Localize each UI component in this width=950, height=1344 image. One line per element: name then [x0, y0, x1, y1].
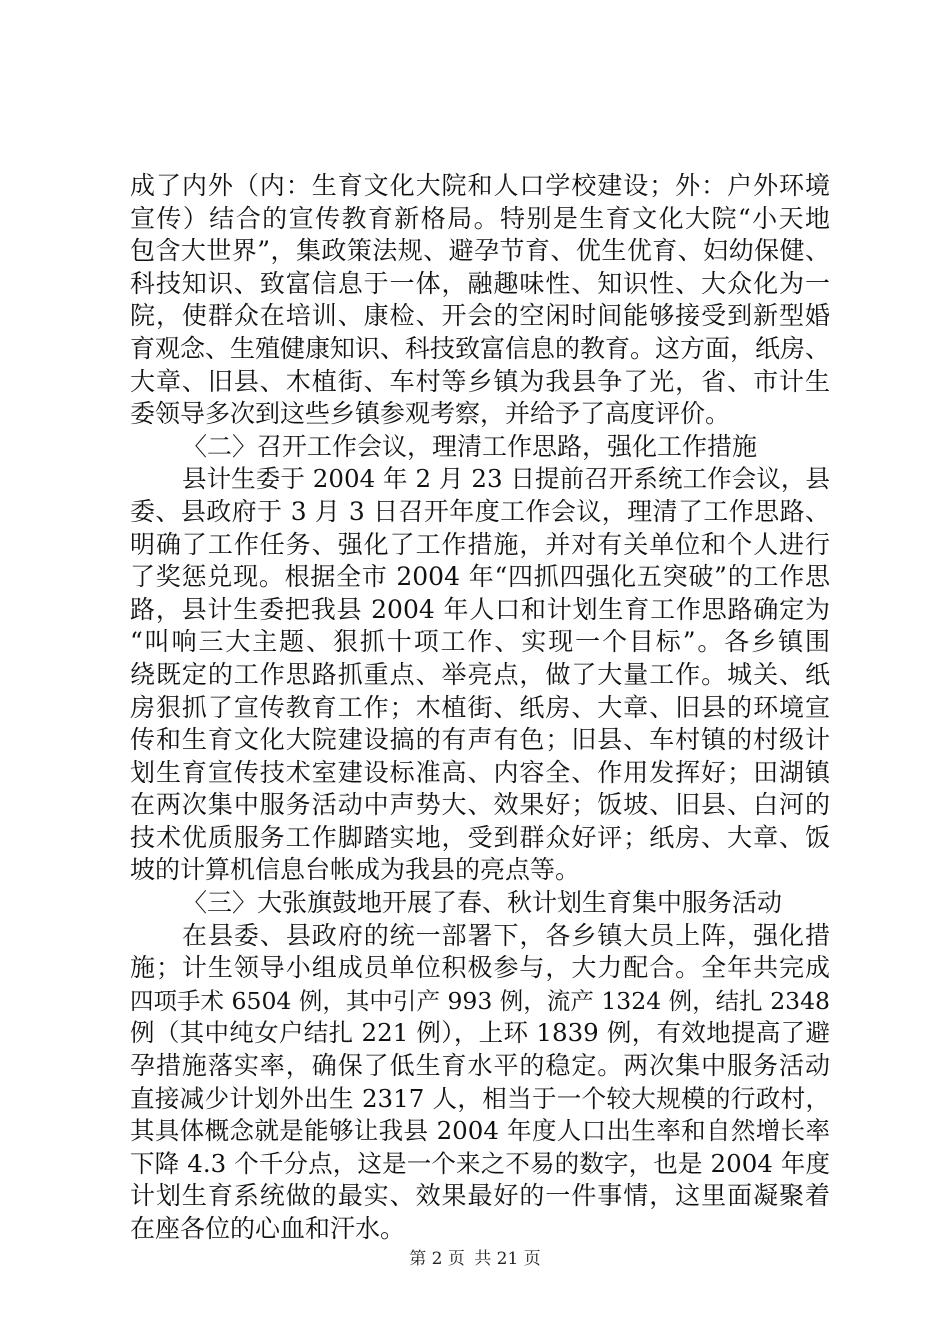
text-line: 在县委、县政府的统一部署下，各乡镇大员上阵，强化措	[182, 920, 830, 950]
text-line: 例（其中纯女户结扎 221 例），上环 1839 例，有效地提高了避	[130, 1018, 830, 1048]
text-line: 划生育宣传技术室建设标准高、内容全、作用发挥好；田湖镇	[130, 757, 830, 787]
text-line: 绕既定的工作思路抓重点、举亮点，做了大量工作。城关、纸	[130, 659, 830, 689]
text-line: 下降 4.3 个千分点，这是一个来之不易的数字，也是 2004 年度	[130, 1148, 830, 1178]
text-line: 〈二〉召开工作会议，理清工作思路，强化工作措施	[182, 431, 758, 461]
text-line: 包含大世界”，集政策法规、避孕节育、优生优育、妇幼保健、	[130, 236, 830, 266]
text-line: 育观念、生殖健康知识、科技致富信息的教育。这方面，纸房、	[130, 333, 831, 363]
text-line: 县计生委于 2004 年 2 月 23 日提前召开系统工作会议，县	[182, 464, 830, 494]
text-line: 计划生育系统做的最实、效果最好的一件事情，这里面凝聚着	[130, 1181, 830, 1211]
page-number: 第 2 页	[409, 1249, 465, 1269]
text-line: 路，县计生委把我县 2004 年人口和计划生育工作思路确定为	[130, 594, 830, 624]
text-line: 科技知识、致富信息于一体，融趣味性、知识性、大众化为一	[130, 268, 830, 298]
text-line: “叫响三大主题、狠抓十项工作、实现一个目标”。各乡镇围	[130, 627, 830, 657]
text-line: 宣传）结合的宣传教育新格局。特别是生育文化大院“小天地	[130, 203, 830, 233]
document-body	[130, 170, 830, 1246]
text-line: 了奖惩兑现。根据全市 2004 年“四抓四强化五突破”的工作思	[130, 562, 830, 592]
text-line: 施；计生领导小组成员单位积极参与，大力配合。全年共完成	[130, 953, 830, 983]
text-line: 房狠抓了宣传教育工作；木植街、纸房、大章、旧县的环境宣	[130, 692, 830, 722]
total-pages: 共 21 页	[474, 1249, 541, 1269]
text-line: 大章、旧县、木植街、车村等乡镇为我县争了光，省、市计生	[130, 366, 830, 396]
text-line: 传和生育文化大院建设搞的有声有色；旧县、车村镇的村级计	[130, 725, 830, 755]
text-line: 委领导多次到这些乡镇参观考察，并给予了高度评价。	[130, 399, 731, 429]
text-line: 明确了工作任务、强化了工作措施，并对有关单位和个人进行	[130, 529, 830, 559]
text-line: 委、县政府于 3 月 3 日召开年度工作会议，理清了工作思路、	[130, 496, 830, 526]
text-line: 技术优质服务工作脚踏实地，受到群众好评；纸房、大章、饭	[130, 822, 830, 852]
page-footer	[0, 1244, 950, 1269]
text-line: 坡的计算机信息台帐成为我县的亮点等。	[130, 855, 581, 885]
text-line: 在座各位的心血和汗水。	[130, 1214, 406, 1243]
text-line: 〈三〉大张旗鼓地开展了春、秋计划生育集中服务活动	[182, 888, 783, 918]
text-line: 在两次集中服务活动中声势大、效果好；饭坡、旧县、白河的	[130, 790, 830, 820]
text-line: 成了内外（内：生育文化大院和人口学校建设；外：户外环境	[130, 171, 830, 200]
text-line: 其具体概念就是能够让我县 2004 年度人口出生率和自然增长率	[130, 1116, 830, 1146]
text-line: 四项手术 6504 例，其中引产 993 例，流产 1324 例，结扎 2348	[130, 986, 830, 1015]
text-line: 院，使群众在培训、康检、开会的空闲时间能够接受到新型婚	[130, 301, 830, 331]
text-line: 直接减少计划外出生 2317 人，相当于一个较大规模的行政村，	[130, 1083, 830, 1113]
text-line: 孕措施落实率，确保了低生育水平的稳定。两次集中服务活动	[130, 1051, 830, 1081]
